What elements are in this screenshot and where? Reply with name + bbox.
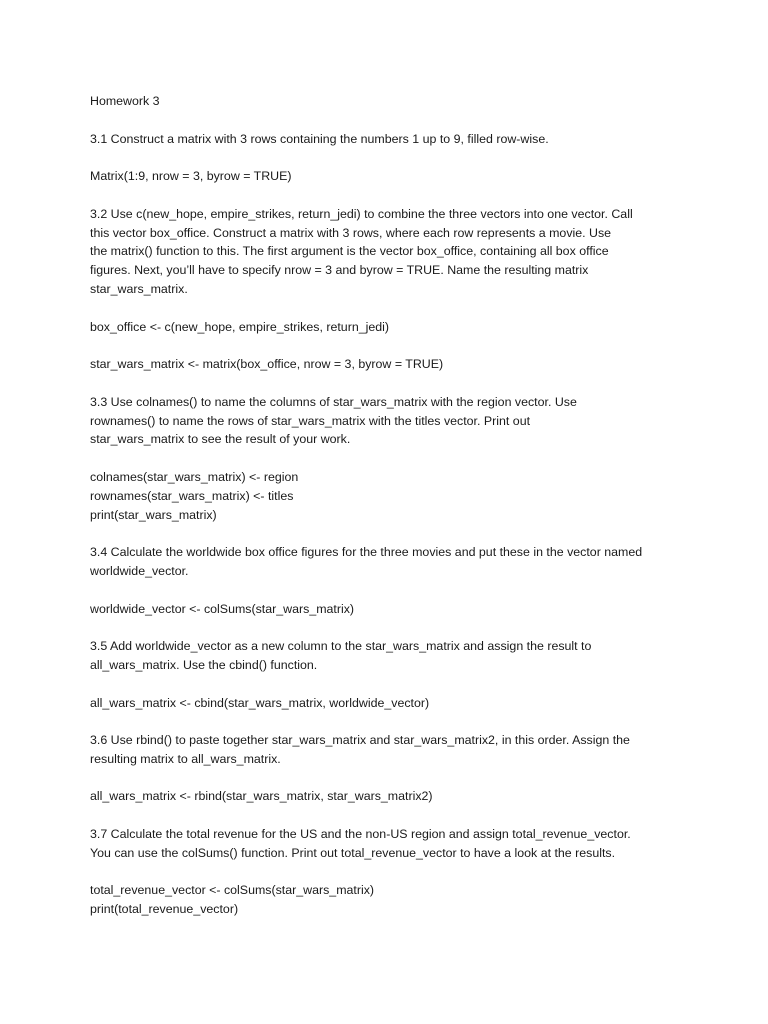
paragraph — [90, 731, 680, 769]
text-line: rownames(star_wars_matrix) <- titles — [90, 488, 294, 503]
paragraph — [90, 694, 680, 713]
text-line: all_wars_matrix <- rbind(star_wars_matrix, star_wars_matrix2) — [90, 789, 433, 804]
text-line: rownames() to name the rows of star_wars_matrix with the titles vector. Print out — [90, 413, 531, 428]
paragraph — [90, 543, 680, 581]
paragraph — [90, 130, 680, 149]
paragraph — [90, 318, 680, 337]
text-line: 3.3 Use colnames() to name the columns of star_wars_matrix with the region vector. Use — [90, 394, 577, 409]
text-line: worldwide_vector. — [90, 563, 189, 578]
text-line: 3.6 Use rbind() to paste together star_wars_matrix and star_wars_matrix2, in this order. Assign the — [90, 733, 630, 748]
paragraph-list — [90, 130, 680, 919]
text-line: 3.1 Construct a matrix with 3 rows containing the numbers 1 up to 9, filled row-wise. — [90, 131, 549, 146]
text-line: worldwide_vector <- colSums(star_wars_matrix) — [90, 601, 355, 616]
paragraph — [90, 881, 680, 919]
text-line: 3.4 Calculate the worldwide box office figures for the three movies and put these in the vector named — [90, 545, 643, 560]
document-title: Homework 3 — [90, 94, 160, 108]
text-line: this vector box_office. Construct a matrix with 3 rows, where each row represents a movie. Use — [90, 225, 612, 240]
paragraph — [90, 205, 680, 299]
text-line: the matrix() function to this. The first argument is the vector box_office, containing all box office — [90, 244, 609, 259]
text-line: star_wars_matrix to see the result of your work. — [90, 432, 351, 447]
text-line: all_wars_matrix <- cbind(star_wars_matrix, worldwide_vector) — [90, 695, 430, 710]
paragraph — [90, 393, 680, 449]
document-body — [90, 92, 680, 938]
paragraph — [90, 167, 680, 186]
text-line: print(star_wars_matrix) — [90, 507, 217, 522]
paragraph — [90, 355, 680, 374]
text-line: 3.5 Add worldwide_vector as a new column to the star_wars_matrix and assign the result to — [90, 639, 592, 654]
text-line: star_wars_matrix <- matrix(box_office, nrow = 3, byrow = TRUE) — [90, 357, 444, 372]
paragraph — [90, 825, 680, 863]
paragraph — [90, 787, 680, 806]
text-line: resulting matrix to all_wars_matrix. — [90, 751, 281, 766]
paragraph — [90, 637, 680, 675]
paragraph — [90, 468, 680, 524]
paragraph — [90, 600, 680, 619]
text-line: figures. Next, you’ll have to specify nrow = 3 and byrow = TRUE. Name the resulting matrix — [90, 263, 589, 278]
text-line: star_wars_matrix. — [90, 281, 188, 296]
text-line: all_wars_matrix. Use the cbind() function. — [90, 657, 318, 672]
text-line: 3.7 Calculate the total revenue for the US and the non-US region and assign total_revenue_vector. — [90, 827, 631, 842]
text-line: total_revenue_vector <- colSums(star_wars_matrix) — [90, 883, 375, 898]
text-line: box_office <- c(new_hope, empire_strikes, return_jedi) — [90, 319, 390, 334]
text-line: print(total_revenue_vector) — [90, 902, 239, 917]
text-line: You can use the colSums() function. Print out total_revenue_vector to have a look at the results. — [90, 845, 616, 860]
text-line: Matrix(1:9, nrow = 3, byrow = TRUE) — [90, 169, 292, 184]
text-line: colnames(star_wars_matrix) <- region — [90, 469, 299, 484]
text-line: 3.2 Use c(new_hope, empire_strikes, return_jedi) to combine the three vectors into one vector. Call — [90, 206, 633, 221]
